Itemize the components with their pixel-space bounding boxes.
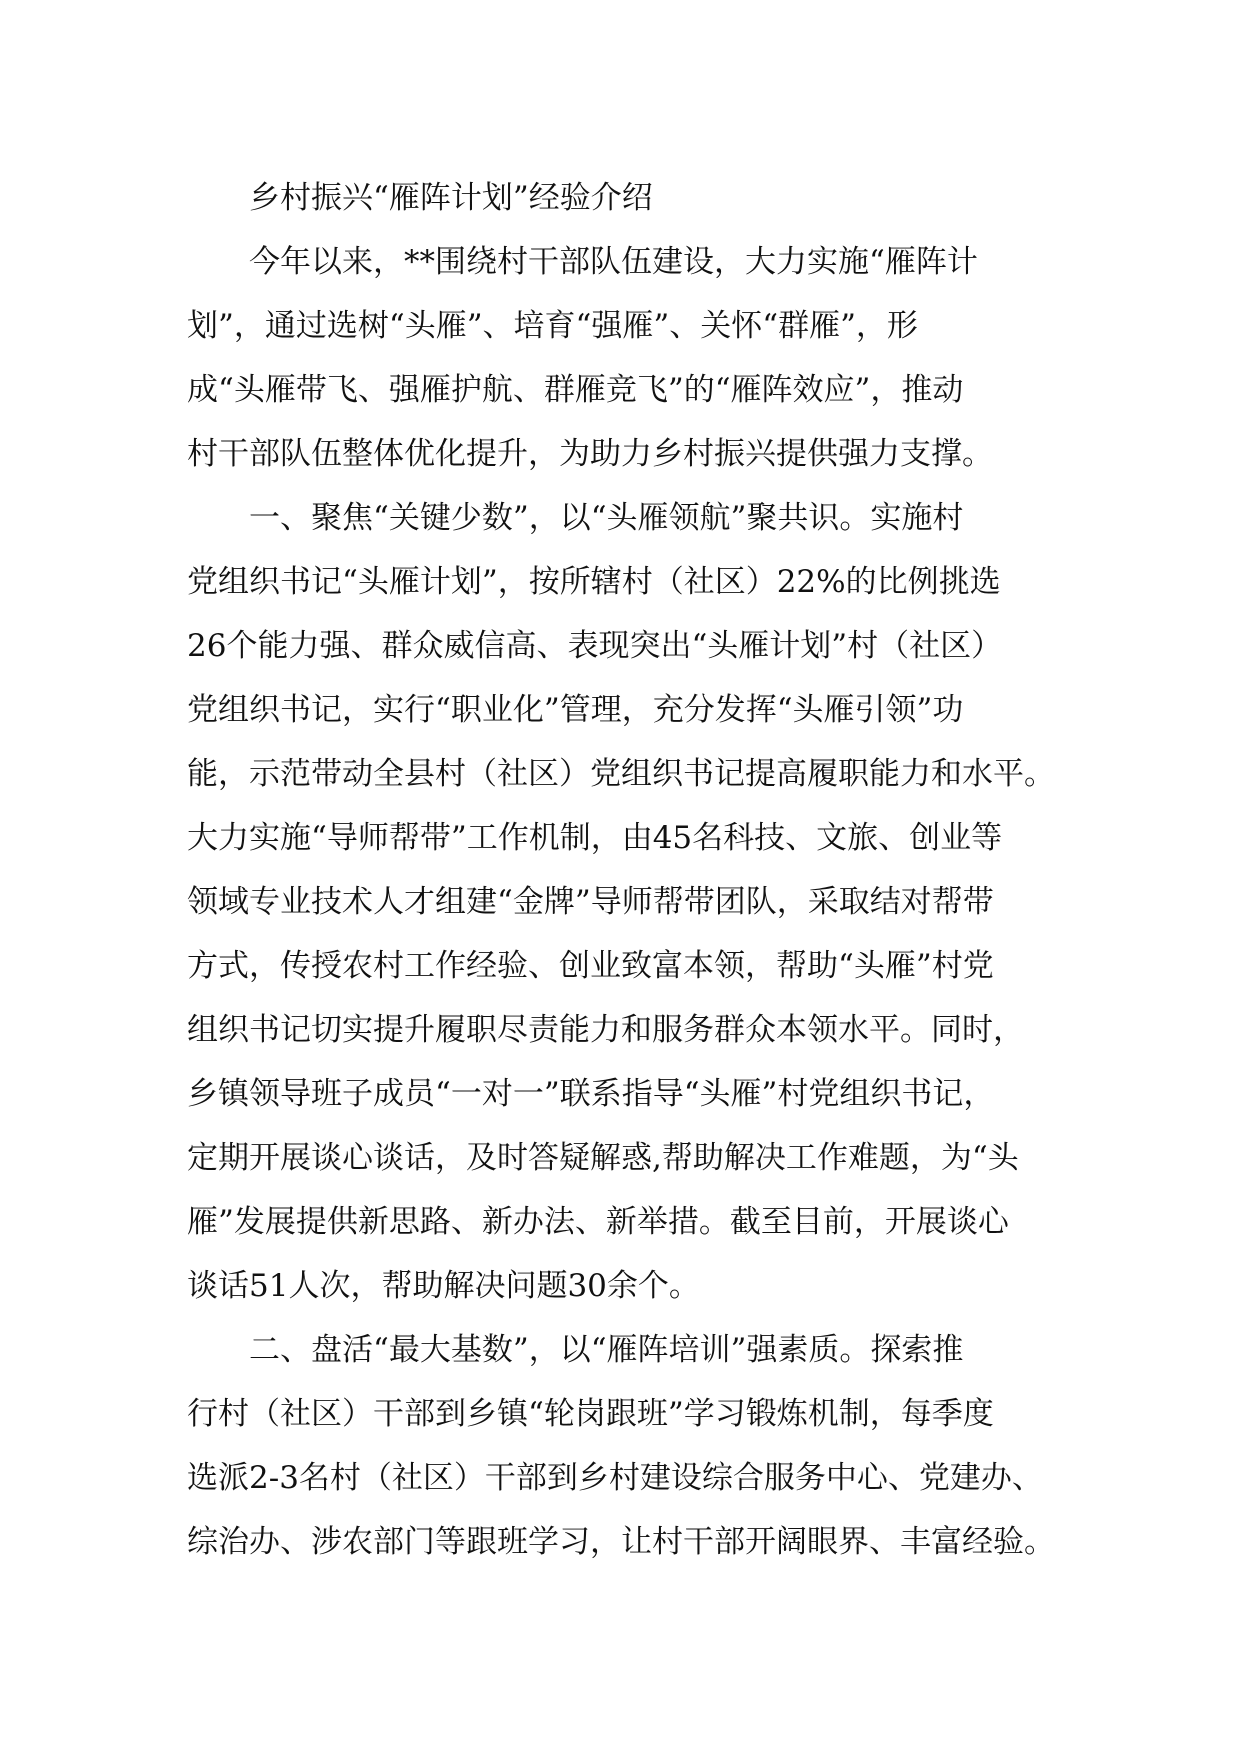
text-line: 一、聚焦“关键少数”，以“头雁领航”聚共识。实施村 <box>249 500 964 536</box>
text-line: 雁”发展提供新思路、新办法、新举措。截至目前，开展谈心 <box>187 1204 1009 1240</box>
text-line: 选派2-3名村（社区）干部到乡村建设综合服务中心、党建办、 <box>187 1460 1043 1496</box>
text-line: 今年以来，**围绕村干部队伍建设，大力实施“雁阵计 <box>249 244 978 280</box>
paragraph-section-1 <box>187 486 1087 1318</box>
text-line: 谈话51人次，帮助解决问题30余个。 <box>187 1268 700 1304</box>
text-line: 成“头雁带飞、强雁护航、群雁竞飞”的“雁阵效应”，推动 <box>187 372 964 408</box>
text-line: 乡镇领导班子成员“一对一”联系指导“头雁”村党组织书记， <box>187 1076 995 1112</box>
text-line: 行村（社区）干部到乡镇“轮岗跟班”学习锻炼机制，每季度 <box>187 1396 994 1432</box>
text-line: 党组织书记，实行“职业化”管理，充分发挥“头雁引领”功 <box>187 692 964 728</box>
text-line: 划”，通过选树“头雁”、培育“强雁”、关怀“群雁”，形 <box>187 308 918 344</box>
paragraph-intro <box>187 230 1087 486</box>
text-line: 村干部队伍整体优化提升，为助力乡村振兴提供强力支撑。 <box>187 436 993 472</box>
text-line: 党组织书记“头雁计划”，按所辖村（社区）22%的比例挑选 <box>187 564 1001 600</box>
text-line: 方式，传授农村工作经验、创业致富本领，帮助“头雁”村党 <box>187 948 994 984</box>
text-line: 26个能力强、群众威信高、表现突出“头雁计划”村（社区） <box>187 628 1003 664</box>
text-line: 大力实施“导师帮带”工作机制，由45名科技、文旅、创业等 <box>187 820 1003 856</box>
paragraph-section-2 <box>187 1318 1087 1574</box>
text-line: 综治办、涉农部门等跟班学习，让村干部开阔眼界、丰富经验。 <box>187 1524 1055 1560</box>
text-line: 领域专业技术人才组建“金牌”导师帮带团队，采取结对帮带 <box>187 884 994 920</box>
text-line: 组织书记切实提升履职尽责能力和服务群众本领水平。同时， <box>187 1012 1024 1048</box>
text-line: 定期开展谈心谈话，及时答疑解惑,帮助解决工作难题，为“头 <box>187 1140 1019 1176</box>
text-line: 二、盘活“最大基数”，以“雁阵培训”强素质。探索推 <box>249 1332 964 1368</box>
text-line: 能，示范带动全县村（社区）党组织书记提高履职能力和水平。 <box>187 756 1055 792</box>
document-title: 乡村振兴“雁阵计划”经验介绍 <box>249 180 653 216</box>
document-body <box>187 166 1087 1574</box>
